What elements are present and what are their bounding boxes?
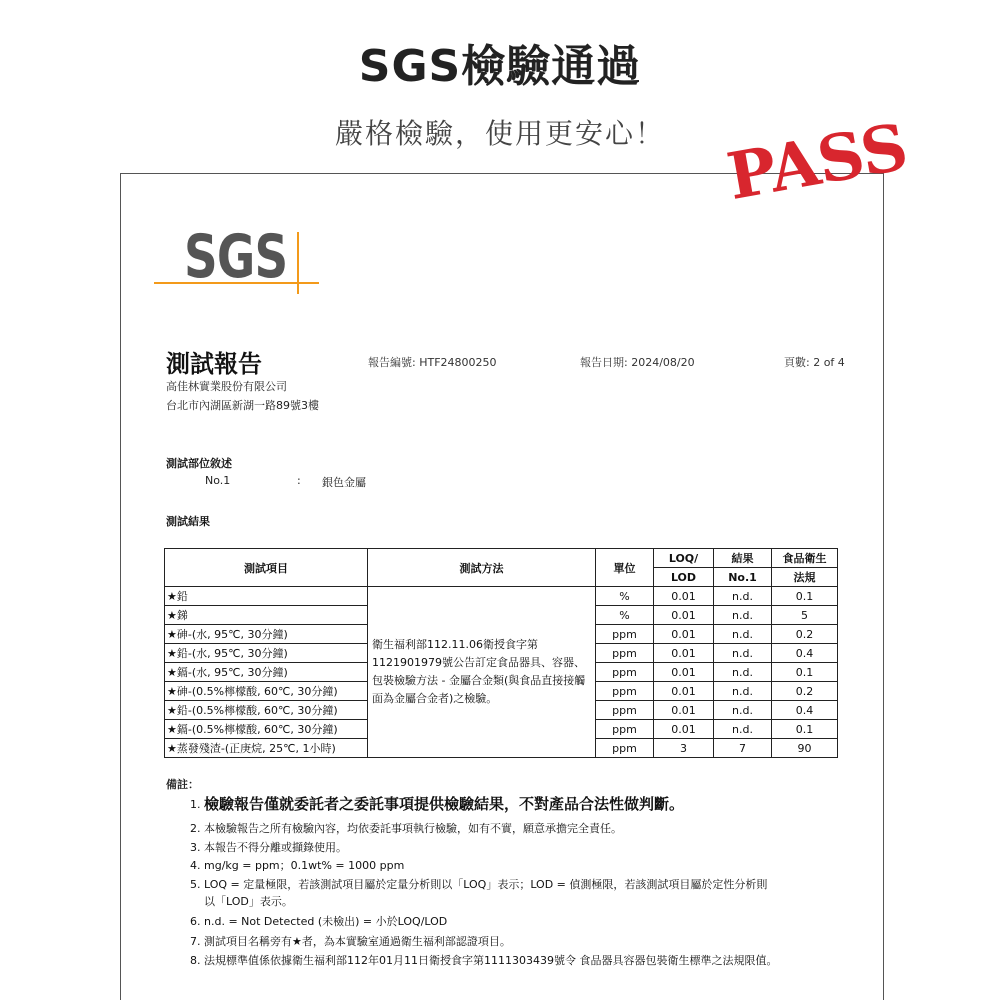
note-8	[190, 952, 850, 969]
row-limit: 0.2	[772, 625, 838, 644]
row-unit: ppm	[596, 644, 654, 663]
row-limit: 0.2	[772, 682, 838, 701]
header-method: 測試方法	[368, 549, 596, 587]
note-text: LOQ = 定量極限，若該測試項目屬於定量分析則以「LOQ」表示；LOD = 偵測極限，若該測試項目屬於定性分析則	[204, 878, 768, 891]
note-6	[190, 913, 850, 930]
notes-title: 備註：	[166, 778, 199, 791]
method-text: 衛生福利部112.11.06衛授食字第1121901979號公告訂定食品器具、容器、包裝檢驗方法 - 金屬合金類(與食品直接接觸面為金屬合金者)之檢驗。	[368, 587, 596, 758]
note-2	[190, 820, 850, 837]
row-result: n.d.	[714, 644, 772, 663]
report-title: 測試報告	[166, 350, 262, 378]
note-7	[190, 933, 850, 950]
row-loq: 0.01	[654, 701, 714, 720]
note-number: 8.	[190, 954, 201, 967]
row-item: ★鉛-(0.5%檸檬酸, 60℃, 30分鐘)	[165, 701, 368, 720]
row-result: n.d.	[714, 663, 772, 682]
row-result: 7	[714, 739, 772, 758]
row-result: n.d.	[714, 682, 772, 701]
row-unit: %	[596, 606, 654, 625]
header-loq: LOQ/	[654, 549, 714, 568]
header-result: 結果	[714, 549, 772, 568]
row-item: ★鎘-(0.5%檸檬酸, 60℃, 30分鐘)	[165, 720, 368, 739]
row-limit: 90	[772, 739, 838, 758]
row-result: n.d.	[714, 606, 772, 625]
report-date: 報告日期: 2024/08/20	[580, 356, 695, 369]
note-number: 1.	[190, 798, 201, 811]
note-text-continued: 以「LOD」表示。	[204, 895, 293, 908]
row-result: n.d.	[714, 701, 772, 720]
row-item: ★鎘-(水, 95℃, 30分鐘)	[165, 663, 368, 682]
results-table	[164, 548, 838, 758]
part-value: 銀色金屬	[322, 476, 366, 489]
note-3	[190, 839, 850, 856]
header-item: 測試項目	[165, 549, 368, 587]
note-4	[190, 857, 850, 874]
row-loq: 0.01	[654, 663, 714, 682]
row-item: ★鉛-(水, 95℃, 30分鐘)	[165, 644, 368, 663]
row-limit: 0.1	[772, 587, 838, 606]
part-section-title: 測試部位敘述	[166, 457, 232, 470]
part-colon: :	[297, 474, 301, 487]
row-unit: ppm	[596, 682, 654, 701]
sgs-logo: SGS	[184, 222, 288, 292]
header-limit-sub: 法規	[772, 568, 838, 587]
row-loq: 0.01	[654, 644, 714, 663]
row-unit: ppm	[596, 739, 654, 758]
row-limit: 0.1	[772, 720, 838, 739]
result-section-title: 測試結果	[166, 515, 210, 528]
company-name: 高佳林實業股份有限公司	[166, 380, 287, 393]
row-limit: 0.4	[772, 701, 838, 720]
row-item: ★砷-(水, 95℃, 30分鐘)	[165, 625, 368, 644]
note-text: n.d. = Not Detected (未檢出) = 小於LOQ/LOD	[204, 915, 448, 928]
header-lod: LOD	[654, 568, 714, 587]
row-item: ★砷-(0.5%檸檬酸, 60℃, 30分鐘)	[165, 682, 368, 701]
note-1	[190, 796, 850, 813]
report-page: 頁數: 2 of 4	[784, 356, 845, 369]
part-number: No.1	[205, 474, 231, 487]
subline: 嚴格檢驗，使用更安心！	[334, 117, 665, 150]
row-result: n.d.	[714, 625, 772, 644]
report-number: 報告編號: HTF24800250	[368, 356, 497, 369]
logo-rule-vertical	[297, 232, 299, 294]
row-result: n.d.	[714, 720, 772, 739]
row-item: ★鉛	[165, 587, 368, 606]
row-unit: ppm	[596, 625, 654, 644]
headline: SGS檢驗通過	[358, 41, 642, 92]
note-text: 法規標準值係依據衛生福利部112年01月11日衛授食字第1111303439號令 食品器具容器包裝衛生標準之法規限值。	[204, 954, 778, 967]
row-loq: 0.01	[654, 682, 714, 701]
table-row	[165, 587, 838, 606]
row-unit: %	[596, 587, 654, 606]
note-text: 本檢驗報告之所有檢驗內容，均依委託事項執行檢驗，如有不實，願意承擔完全責任。	[204, 822, 622, 835]
note-number: 7.	[190, 935, 201, 948]
row-limit: 0.4	[772, 644, 838, 663]
row-item: ★銻	[165, 606, 368, 625]
company-address: 台北市內湖區新湖一路89號3樓	[166, 399, 319, 412]
pass-stamp: PASS	[721, 109, 913, 215]
row-loq: 0.01	[654, 587, 714, 606]
row-limit: 5	[772, 606, 838, 625]
note-5	[190, 876, 850, 910]
note-number: 3.	[190, 841, 201, 854]
row-unit: ppm	[596, 663, 654, 682]
row-result: n.d.	[714, 587, 772, 606]
row-unit: ppm	[596, 720, 654, 739]
row-loq: 0.01	[654, 625, 714, 644]
note-number: 5.	[190, 878, 201, 891]
header-result-sub: No.1	[714, 568, 772, 587]
note-text: 測試項目名稱旁有★者，為本實驗室通過衛生福利部認證項目。	[204, 935, 511, 948]
header-limit: 食品衛生	[772, 549, 838, 568]
header-unit: 單位	[596, 549, 654, 587]
row-loq: 0.01	[654, 720, 714, 739]
note-number: 4.	[190, 859, 201, 872]
note-number: 2.	[190, 822, 201, 835]
row-unit: ppm	[596, 701, 654, 720]
note-text: 本報告不得分離或擷錄使用。	[204, 841, 347, 854]
row-loq: 3	[654, 739, 714, 758]
row-item: ★蒸發殘渣-(正庚烷, 25℃, 1小時)	[165, 739, 368, 758]
row-loq: 0.01	[654, 606, 714, 625]
note-text: mg/kg = ppm；0.1wt% = 1000 ppm	[204, 859, 405, 872]
row-limit: 0.1	[772, 663, 838, 682]
note-text: 檢驗報告僅就委託者之委託事項提供檢驗結果，不對產品合法性做判斷。	[204, 795, 685, 813]
note-number: 6.	[190, 915, 201, 928]
